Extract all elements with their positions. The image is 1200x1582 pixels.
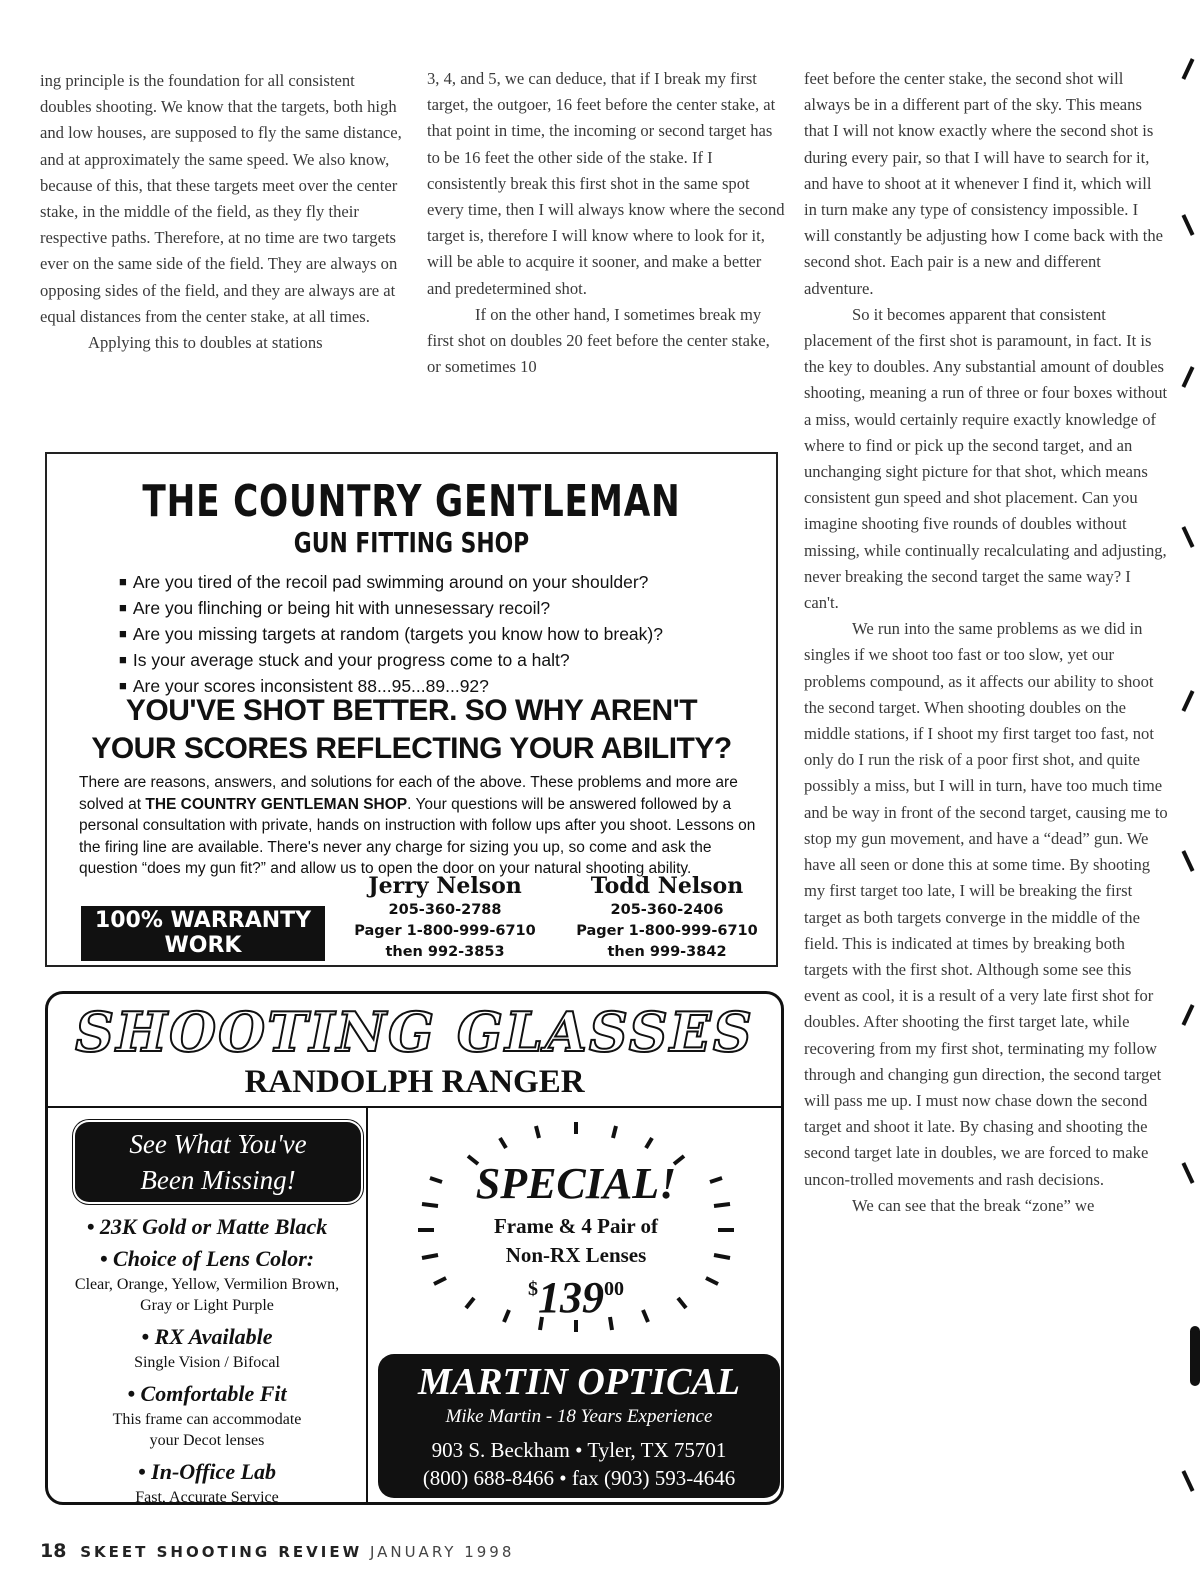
price-cents: 00 xyxy=(604,1278,624,1300)
article-paragraph: We can see that the break “zone” we xyxy=(852,1195,1095,1215)
article-paragraph: If on the other hand, I sometimes break my first shot on doubles 20 feet before the center stake, or sometimes 10 xyxy=(427,304,770,377)
special-title: SPECIAL! xyxy=(475,1159,677,1208)
ad-title: THE COUNTRY GENTLEMAN xyxy=(142,476,681,527)
ad-subtitle: RANDOLPH RANGER xyxy=(244,1064,585,1100)
banner-line-1: See What You've xyxy=(129,1129,307,1159)
warranty-line-2: WORK xyxy=(164,933,242,958)
contact-todd-nelson xyxy=(569,872,765,963)
shooting-glasses-ad xyxy=(45,991,784,1505)
feature-title: • Comfortable Fit xyxy=(127,1381,287,1406)
article-paragraph: feet before the center stake, the second shot will always be in a different part of the sky. This means that I will not know exactly where the second shot is during every pair, so that I will have to search for it, and have to shoot at it whenever I find it, which will in turn make any type of consistency impossible. I will constantly be adjusting how I come back with the second shot. Each pair is a new and different adventure. xyxy=(804,69,1163,298)
contact-then: then 999-3842 xyxy=(607,944,727,960)
special-description xyxy=(368,1212,784,1270)
question-list xyxy=(119,570,663,700)
warranty-line-1: 100% WARRANTY xyxy=(94,908,312,933)
contact-pager: Pager 1-800-999-6710 xyxy=(354,923,536,939)
price-main: 139 xyxy=(538,1273,604,1322)
special-price xyxy=(368,1272,784,1323)
register-mark xyxy=(1182,366,1195,388)
article-paragraph: 3, 4, and 5, we can deduce, that if I break my first target, the outgoer, 16 feet before the center stake, at that point in time, the incoming or second target has to be 16 feet the other side of the stake. If I consistently break this first shot in the same spot every time, then I will always know where the second target is, therefore I will know where to look for it, will be able to acquire it sooner, and make a better and predetermined shot. xyxy=(427,69,785,298)
feature-description: Fast, Accurate Service xyxy=(135,1489,279,1506)
shop-tagline: Mike Martin - 18 Years Experience xyxy=(445,1406,713,1427)
ad-body-text xyxy=(79,772,759,880)
register-mark xyxy=(1182,850,1195,872)
feature-description: This frame can accommodate your Decot lenses xyxy=(112,1411,302,1449)
contact-pager: Pager 1-800-999-6710 xyxy=(576,923,758,939)
ad-headline-2: YOUR SCORES REFLECTING YOUR ABILITY? xyxy=(91,732,732,765)
register-mark xyxy=(1182,690,1195,712)
question-item: ■ Are your scores inconsistent 88...95...89...92? xyxy=(119,674,663,700)
feature-list xyxy=(48,1212,366,1508)
price-dollar-sign: $ xyxy=(528,1278,538,1300)
contact-phone: 205-360-2788 xyxy=(388,902,502,918)
ad-body-before: There are reasons, answers, and solutions for each of the above. These problems and more are solved at xyxy=(79,774,738,813)
ad-subtitle: GUN FITTING SHOP xyxy=(293,526,530,559)
issue-date: JANUARY 1998 xyxy=(369,1543,515,1561)
article-paragraph: We run into the same problems as we did in singles if we shoot too fast or too slow, yet our problems compound, as it affects our ability to shoot the second target. When shooting doubles on the middle stations, if I shoot my first target too fast, not only do I run the risk of a poor first shot, and quite possibly a miss, but I will in turn, have too much time and be way in front of the second target, causing me to stop my gun movement, and have a “dead” gun. We have all seen or done this at some time. By shooting my first target too late, I will be breaking the first target as both targets converge in the middle of the field. This is indicated at times by breaking both targets with the first shot. Although some see this event as cool, it is a result of a very late first shot for doubles. After shooting the first target late, while recovering from my first shot, terminating my follow through and changing gun direction, the second target will pass me up. I must now chase down the second target and shoot it late. By chasing and shooting the second target late in doubles, we are forced to make uncon-trolled movements and rash decisions. xyxy=(804,619,1168,1189)
contact-name: Todd Nelson xyxy=(590,873,744,899)
page-footer xyxy=(40,1540,514,1562)
feature-description: Clear, Orange, Yellow, Vermilion Brown, Gray or Light Purple xyxy=(74,1276,340,1314)
shop-address: 903 S. Beckham • Tyler, TX 75701 xyxy=(431,1438,727,1462)
shop-name: MARTIN OPTICAL xyxy=(418,1361,740,1403)
feature-item xyxy=(48,1379,366,1451)
ad-body-after: . Your questions will be answered followed by a personal consultation with private, hands on instruction with follow ups after you shoot. Lessons on the firing line are available. There's never any charge for sizing you up, so come and ask the question “does my gun fit?” and allow us to open the door on your natural shooting ability. xyxy=(79,795,756,877)
feature-title: • 23K Gold or Matte Black xyxy=(86,1214,328,1239)
register-mark xyxy=(1182,58,1195,80)
ad-title: SHOOTING GLASSES xyxy=(75,1000,754,1064)
shop-phones: (800) 688-8466 • fax (903) 593-4646 xyxy=(422,1466,736,1490)
register-mark xyxy=(1182,526,1195,548)
page-number: 18 xyxy=(40,1540,67,1562)
register-mark xyxy=(1190,1326,1200,1386)
feature-item xyxy=(48,1212,366,1242)
article-paragraph: ing principle is the foundation for all consistent doubles shooting. We know that the targets, both high and low houses, are supposed to fly the same distance, and at approximately the same speed. We also know, because of this, that these targets meet over the center stake, in the middle of the field, as they fly their respective paths. Therefore, at no time are two targets ever on the same side of the field. They are always on opposing sides of the field, and they are always are at equal distances from the center stake, at all times. xyxy=(40,71,402,326)
contact-jerry-nelson xyxy=(347,872,543,963)
question-item: ■ Are you missing targets at random (targets you know how to break)? xyxy=(119,622,663,648)
special-line-1: Frame & 4 Pair of xyxy=(493,1214,659,1238)
martin-optical-box xyxy=(378,1354,780,1498)
feature-item xyxy=(48,1244,366,1316)
contact-phone: 205-360-2406 xyxy=(610,902,724,918)
magazine-name: SKEET SHOOTING REVIEW xyxy=(80,1543,363,1561)
feature-title: • In-Office Lab xyxy=(137,1459,277,1484)
special-line-2: Non-RX Lenses xyxy=(505,1243,647,1267)
feature-description: Single Vision / Bifocal xyxy=(134,1354,280,1371)
feature-item xyxy=(48,1322,366,1373)
feature-title: • RX Available xyxy=(141,1324,273,1349)
article-column-1 xyxy=(40,68,410,356)
special-offer xyxy=(368,1112,784,1338)
feature-title: • Choice of Lens Color: xyxy=(99,1246,315,1271)
article-paragraph: So it becomes apparent that consistent placement of the first shot is paramount, in fact. It is the key to doubles. Any substantial amount of doubles shooting, meaning a run of three or four boxes without a miss, would certainly require exactly knowledge of where to find or pick up the second target, and an unchanging sight picture for that shot, which means consistent gun speed and shot placement. Can you imagine shooting five rounds of doubles without missing, while continually recalculating and adjusting, never breaking the second target the same way? I can't. xyxy=(804,304,1168,613)
question-item: ■ Are you tired of the recoil pad swimming around on your shoulder? xyxy=(119,570,663,596)
tagline-banner xyxy=(75,1122,361,1202)
register-mark xyxy=(1182,1004,1195,1026)
contact-then: then 992-3853 xyxy=(385,944,505,960)
register-mark xyxy=(1182,1162,1195,1184)
question-item: ■ Is your average stuck and your progress come to a halt? xyxy=(119,648,663,674)
article-column-2 xyxy=(427,66,787,380)
feature-item xyxy=(48,1457,366,1508)
ad-headline-1: YOU'VE SHOT BETTER. SO WHY AREN'T xyxy=(125,694,698,727)
contact-name: Jerry Nelson xyxy=(368,873,522,899)
article-paragraph: Applying this to doubles at stations xyxy=(88,333,323,353)
question-item: ■ Are you flinching or being hit with unnesessary recoil? xyxy=(119,596,663,622)
banner-line-2: Been Missing! xyxy=(140,1165,296,1195)
warranty-badge xyxy=(81,906,325,961)
register-mark xyxy=(1182,214,1195,236)
divider xyxy=(48,1106,781,1108)
ad-body-shop-name: THE COUNTRY GENTLEMAN SHOP xyxy=(145,795,408,813)
article-column-3 xyxy=(804,66,1168,1219)
country-gentleman-ad xyxy=(45,452,778,967)
register-mark xyxy=(1182,1470,1195,1492)
